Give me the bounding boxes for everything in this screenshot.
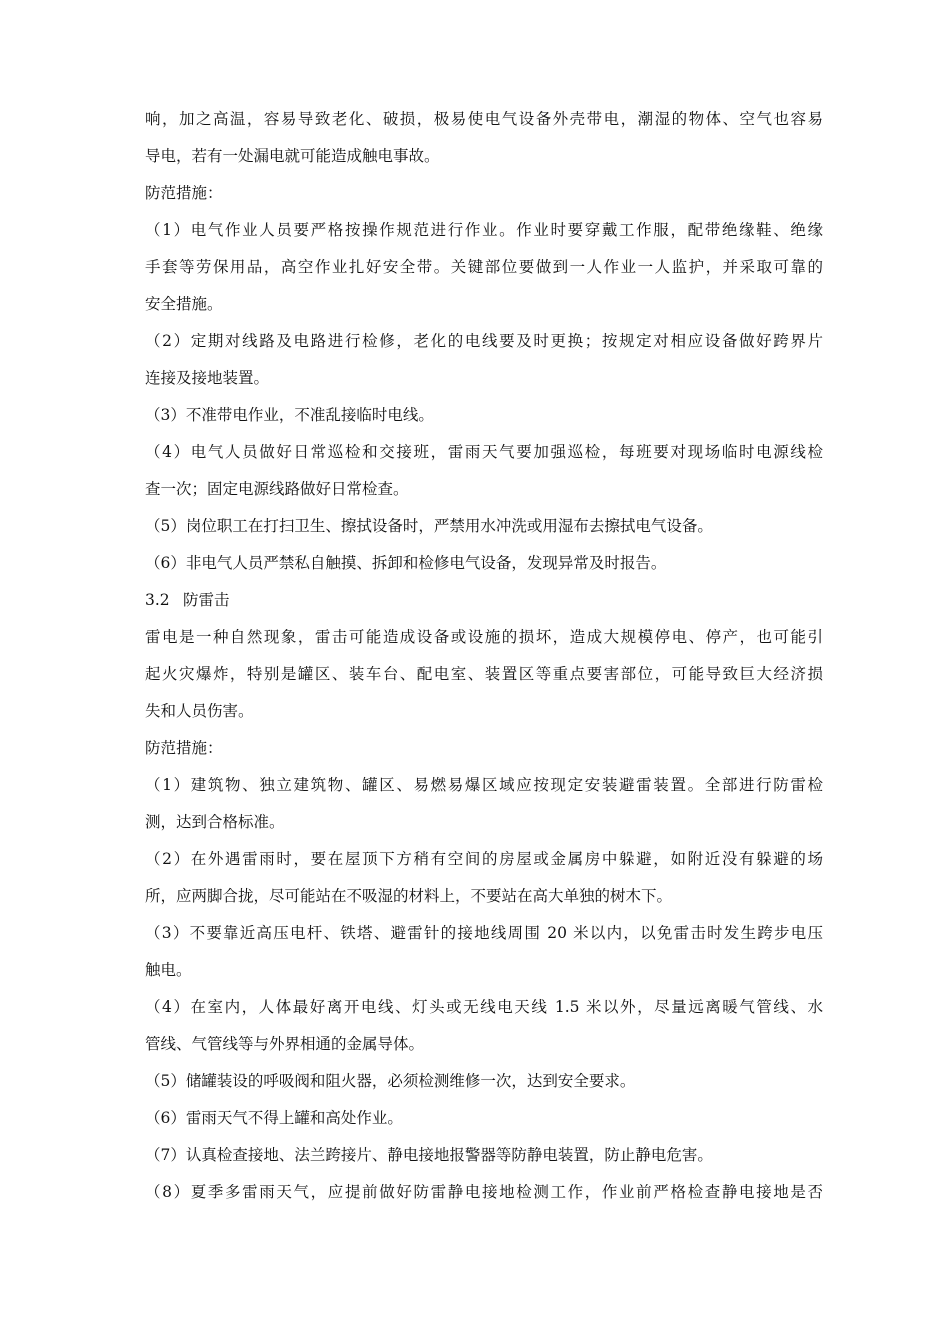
list-item-line: 安全措施。 <box>145 295 223 313</box>
measures-heading: 防范措施： <box>145 184 223 202</box>
measures-heading: 防范措施： <box>145 739 223 757</box>
list-item-line: （7）认真检查接地、法兰跨接片、静电接地报警器等防静电装置，防止静电危害。 <box>145 1146 713 1164</box>
paragraph-line: 雷电是一种自然现象，雷击可能造成设备或设施的损坏，造成大规模停电、停产，也可能引 <box>145 628 823 646</box>
list-item-line: （5）岗位职工在打扫卫生、擦拭设备时，严禁用水冲洗或用湿布去擦拭电气设备。 <box>145 517 713 535</box>
list-item-line: 查一次；固定电源线路做好日常检查。 <box>145 480 409 498</box>
section-number: 3.2 <box>145 591 170 609</box>
list-item-line: 测，达到合格标准。 <box>145 813 285 831</box>
paragraph-line: 失和人员伤害。 <box>145 702 254 720</box>
list-item-line: （1）电气作业人员要严格按操作规范进行作业。作业时要穿戴工作服，配带绝缘鞋、绝缘 <box>145 221 823 239</box>
paragraph-line: 导电，若有一处漏电就可能造成触电事故。 <box>145 147 440 165</box>
paragraph-line: 响，加之高温，容易导致老化、破损，极易使电气设备外壳带电，潮湿的物体、空气也容易 <box>145 110 823 128</box>
list-item-line: （2）在外遇雷雨时，要在屋顶下方稍有空间的房屋或金属房中躲避，如附近没有躲避的场 <box>145 850 823 868</box>
list-item-line: 管线、气管线等与外界相通的金属导体。 <box>145 1035 425 1053</box>
list-item-line: （4）电气人员做好日常巡检和交接班，雷雨天气要加强巡检，每班要对现场临时电源线检 <box>145 443 823 461</box>
paragraph-line: 起火灾爆炸，特别是罐区、装车台、配电室、装置区等重点要害部位，可能导致巨大经济损 <box>145 665 823 683</box>
list-item-line: 触电。 <box>145 961 192 979</box>
list-item-line: （4）在室内，人体最好离开电线、灯头或无线电天线 1.5 米以外，尽量远离暖气管线、水 <box>145 998 823 1016</box>
list-item-line: （5）储罐装设的呼吸阀和阻火器，必须检测维修一次，达到安全要求。 <box>145 1072 636 1090</box>
document-page <box>145 101 823 1211</box>
list-item-line: （6）非电气人员严禁私自触摸、拆卸和检修电气设备，发现异常及时报告。 <box>145 554 667 572</box>
list-item-line: （6）雷雨天气不得上罐和高处作业。 <box>145 1109 403 1127</box>
list-item-line: （8）夏季多雷雨天气，应提前做好防雷静电接地检测工作，作业前严格检查静电接地是否 <box>145 1183 823 1201</box>
list-item-line: 连接及接地装置。 <box>145 369 270 387</box>
list-item-line: 手套等劳保用品，高空作业扎好安全带。关键部位要做到一人作业一人监护，并采取可靠的 <box>145 258 823 276</box>
section-title: 防雷击 <box>183 591 230 609</box>
list-item-line: 所，应两脚合拢，尽可能站在不吸湿的材料上，不要站在高大单独的树木下。 <box>145 887 673 905</box>
list-item-line: （2）定期对线路及电路进行检修，老化的电线要及时更换；按规定对相应设备做好跨界片 <box>145 332 823 350</box>
list-item-line: （3）不准带电作业，不准乱接临时电线。 <box>145 406 434 424</box>
list-item-line: （1）建筑物、独立建筑物、罐区、易燃易爆区域应按现定安装避雷装置。全部进行防雷检 <box>145 776 823 794</box>
list-item-line: （3）不要靠近高压电杆、铁塔、避雷针的接地线周围 20 米以内，以免雷击时发生跨步电压 <box>145 924 823 942</box>
section-heading <box>145 582 823 619</box>
